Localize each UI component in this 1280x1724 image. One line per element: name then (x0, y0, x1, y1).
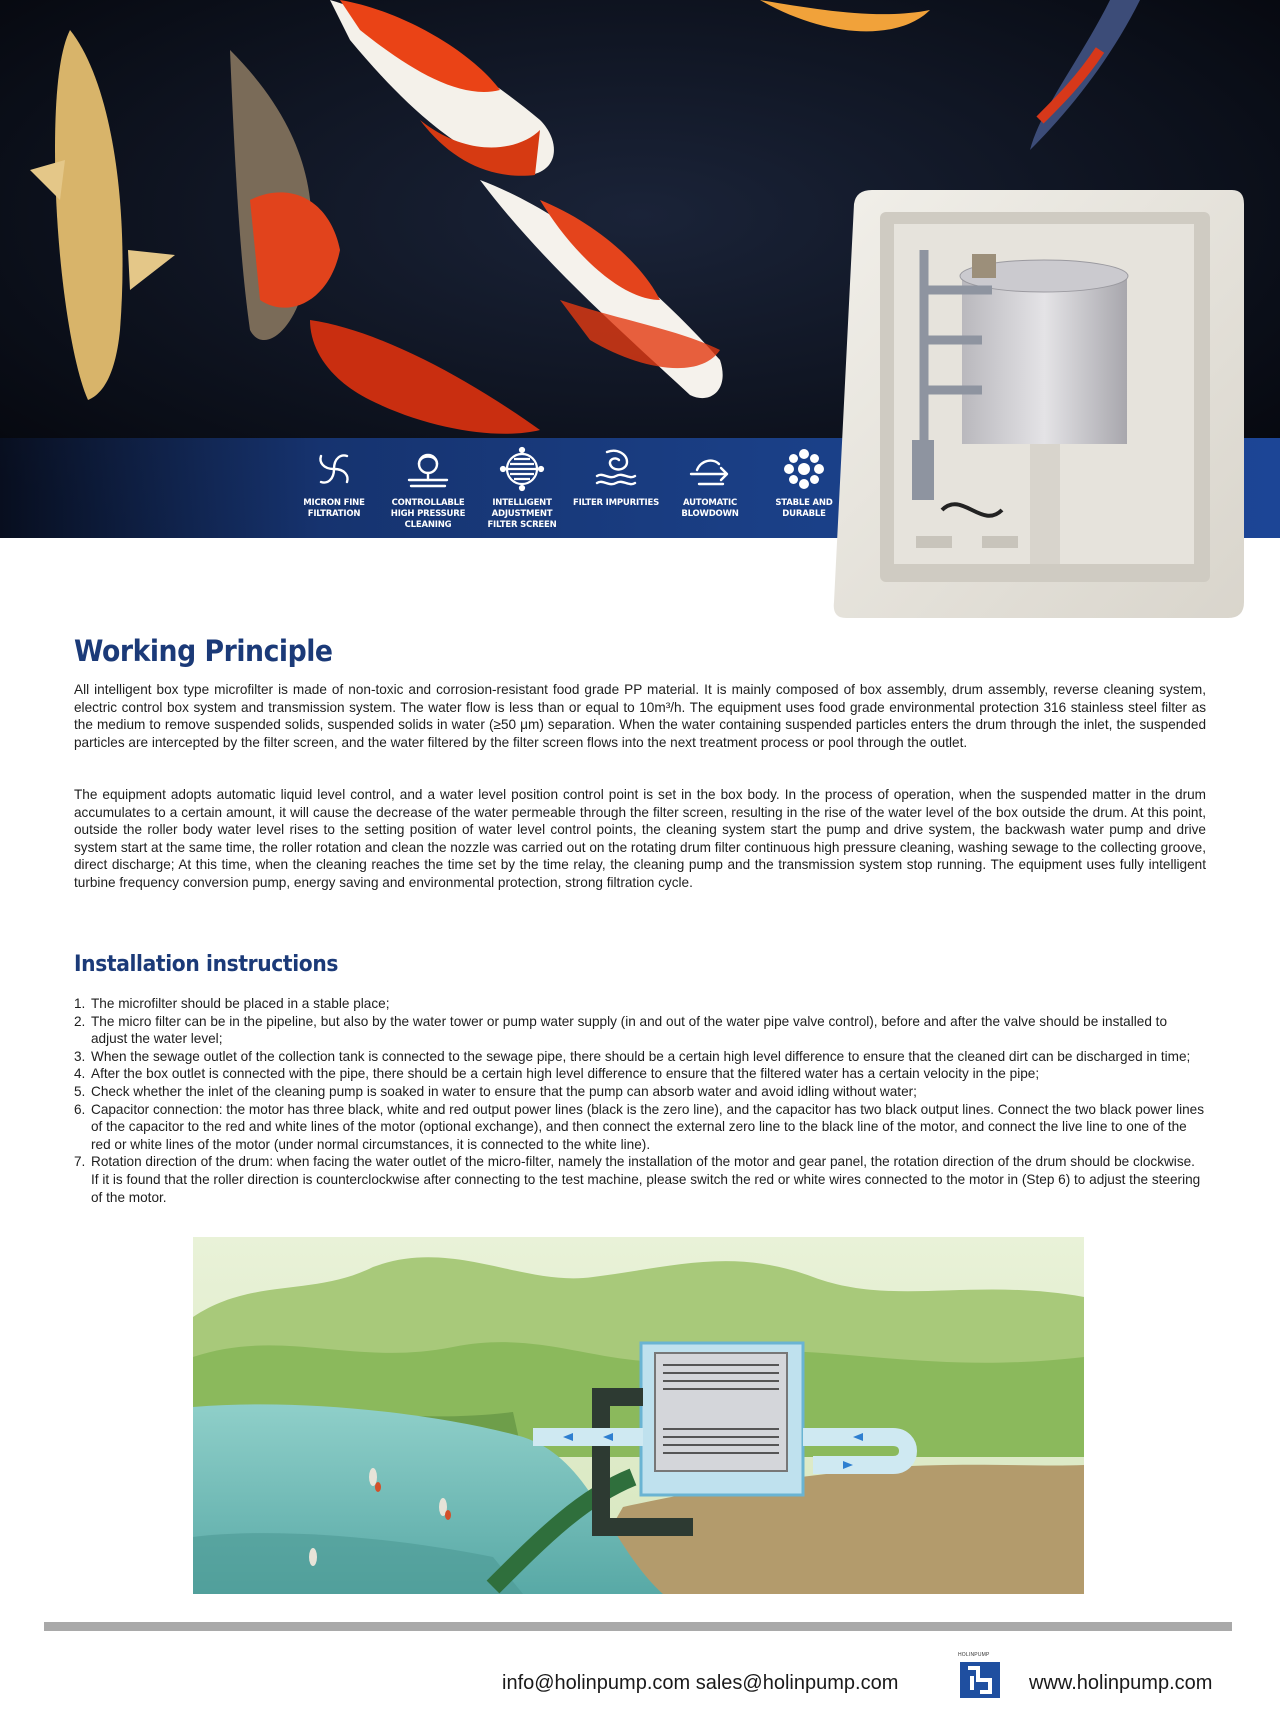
step-number: 6. (74, 1101, 86, 1117)
list-item (74, 995, 1206, 1013)
blowdown-icon (687, 446, 733, 492)
feature-blowdown (666, 440, 754, 536)
feature-filter-screen (478, 440, 566, 536)
feature-label: MICRON FINE FILTRATION (303, 498, 365, 519)
list-item (74, 1083, 1206, 1101)
durable-icon (781, 446, 827, 492)
micron-filtration-icon (311, 446, 357, 492)
step-text: The micro filter can be in the pipeline, but also by the water tower or pump water supply (in and out of the water pipe valve control), before and after the valve should be installed to adjust the water level; (91, 1013, 1168, 1047)
step-number: 5. (74, 1083, 86, 1099)
filter-impurities-icon (593, 446, 639, 492)
feature-micron-filtration (290, 440, 378, 536)
step-number: 7. (74, 1154, 86, 1170)
holinpump-logo-icon (958, 1654, 1004, 1700)
working-principle-paragraph-1: All intelligent box type microfilter is made of non-toxic and corrosion-resistant food grade PP material. It is mainly composed of box assembly, drum assembly, reverse cleaning system, electric control box system and transmission system. The water flow is less than or equal to 10m³/h. The equipment uses food grade environmental protection 316 stainless steel filter as the medium to remove suspended solids, suspended solids in water (≥50 μm) separation. When the water containing suspended particles enters the drum through the inlet, the suspended particles are intercepted by the filter screen, and the water filtered by the filter screen flows into the next treatment process or pool through the outlet. (74, 682, 1206, 750)
step-text: Check whether the inlet of the cleaning pump is soaked in water to ensure that the pump can absorb water and avoid idling without water; (91, 1083, 917, 1099)
feature-label: INTELLIGENT ADJUSTMENT FILTER SCREEN (487, 498, 557, 530)
list-item (74, 1101, 1206, 1154)
feature-icons (290, 440, 854, 536)
filter-screen-icon (499, 446, 545, 492)
feature-filter-impurities (572, 440, 660, 536)
step-number: 4. (74, 1066, 86, 1082)
website-link[interactable]: www.holinpump.com (1029, 1672, 1213, 1694)
step-number: 3. (74, 1048, 86, 1064)
step-text: When the sewage outlet of the collection tank is connected to the sewage pipe, there should be a certain high level difference to ensure that the cleaned dirt can be discharged in time; (91, 1048, 1191, 1064)
working-principle-title: Working Principle (74, 634, 333, 668)
step-text: Rotation direction of the drum: when facing the water outlet of the micro-filter, namely the installation of the motor and gear panel, the rotation direction of the drum should be clockwise. If it is found that the roller direction is counterclockwise after connecting to the test machine, please switch the red or white wires connected to the motor in (Step 6) to adjust the steering of the motor. (91, 1154, 1201, 1205)
pond-installation-illustration (193, 1237, 1084, 1594)
feature-label: FILTER IMPURITIES (572, 498, 660, 508)
logo-wordmark: HOLINPUMP (958, 1652, 990, 1658)
microfilter-product-photo (832, 190, 1252, 620)
feature-pressure-cleaning (384, 440, 472, 536)
feature-label: STABLE AND DURABLE (775, 498, 833, 519)
step-text: The microfilter should be placed in a stable place; (91, 996, 390, 1011)
contact-emails[interactable]: info@holinpump.com sales@holinpump.com (502, 1672, 899, 1694)
step-text: Capacitor connection: the motor has three black, white and red output power lines (black is the zero line), and the capacitor has two black output lines. Connect the two black power lines of the capacitor to the red and white lines of the motor (optional exchange), and then connect the external zero line to the black line of the motor, and connect the live line to one of the red or white lines of the motor (under normal circumstances, it is connected to the white line). (91, 1101, 1205, 1152)
list-item (74, 1048, 1206, 1066)
footer-divider (44, 1622, 1232, 1631)
step-text: After the box outlet is connected with the pipe, there should be a certain high level difference to ensure that the filtered water has a certain velocity in the pipe; (91, 1066, 1040, 1082)
feature-label: CONTROLLABLE HIGH PRESSURE CLEANING (390, 498, 466, 530)
step-number: 2. (74, 1013, 86, 1029)
list-item (74, 1065, 1206, 1083)
list-item (74, 1013, 1206, 1048)
installation-title: Installation instructions (74, 952, 339, 977)
feature-label: AUTOMATIC BLOWDOWN (681, 498, 739, 519)
working-principle-paragraph-2: The equipment adopts automatic liquid level control, and a water level position control point is set in the box body. In the process of operation, when the suspended matter in the drum accumulates to a certain amount, it will cause the decrease of the water permeable through the filter screen, resulting in the rise of the water level of the box outside the drum. At this point, outside the roller body water level rises to the setting position of water level control points, the cleaning system start the pump and drive system, the backwash water pump and drive system start at the same time, the roller rotation and clean the nozzle was carried out on the rotating drum filter continuous high pressure cleaning, washing sewage to the collecting groove, direct discharge; At this time, when the cleaning reaches the time set by the time relay, the cleaning pump and the transmission system stop running. The equipment uses fully intelligent turbine frequency conversion pump, energy saving and environmental protection, strong filtration cycle. (74, 787, 1206, 890)
installation-steps (74, 995, 1206, 1206)
list-item (74, 1153, 1206, 1206)
pressure-cleaning-icon (405, 446, 451, 492)
step-number: 1. (74, 996, 86, 1011)
